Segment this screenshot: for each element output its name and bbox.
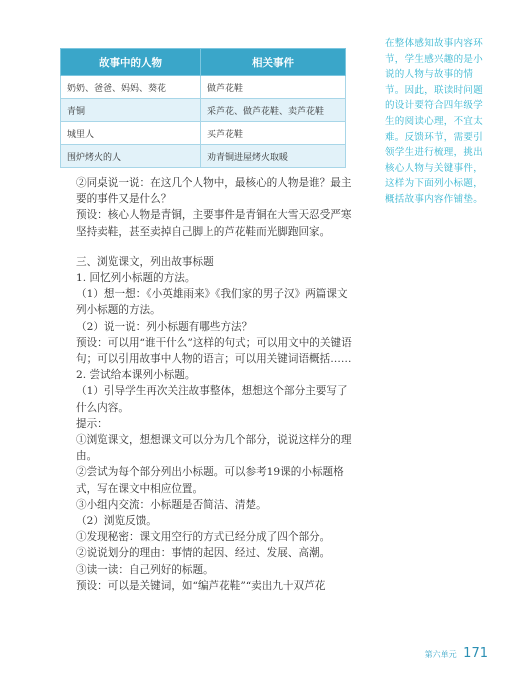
- character-cell: 奶奶、爸爸、妈妈、葵花: [61, 76, 201, 99]
- feedback-item: ③读一读：自己列好的标题。: [76, 563, 214, 576]
- table-header-row: [61, 49, 346, 76]
- event-cell: 做芦花鞋: [201, 76, 346, 99]
- table-row: [61, 76, 346, 99]
- step-item: （2）浏览反馈。: [76, 515, 157, 528]
- preset-answer: 预设：可以用“谁干什么”这样的句式；可以用文中的关键语句；可以引用故事中人物的语言；可以用关键词语概括……: [76, 336, 352, 366]
- preset-answer: 预设：可以是关键词，如“编芦花鞋”“卖出九十双芦花: [76, 579, 326, 592]
- question-paragraph: ②同桌说一说：在这几个人物中，最核心的人物是谁？最主要的事件又是什么？: [76, 177, 352, 206]
- lesson-body: [60, 175, 352, 594]
- table-row: [61, 122, 346, 145]
- section-heading: 三、浏览课文，列出故事标题: [76, 255, 214, 268]
- table-row: [61, 99, 346, 122]
- header-characters: 故事中的人物: [61, 49, 201, 76]
- table-row: [61, 145, 346, 168]
- event-cell: 买芦花鞋: [201, 122, 346, 145]
- characters-events-table: [60, 48, 346, 168]
- unit-label: 第六单元: [424, 650, 457, 659]
- character-cell: 城里人: [61, 122, 201, 145]
- tip-item: ②尝试为每个部分列出小标题。可以参考19课的小标题格式，写在课文中相应位置。: [76, 466, 344, 495]
- character-cell: 青铜: [61, 99, 201, 122]
- tip-item: ③小组内交流：小标题是否简洁、清楚。: [76, 498, 267, 511]
- event-cell: 劝青铜进屋烤火取暖: [201, 145, 346, 168]
- header-events: 相关事件: [201, 49, 346, 76]
- teaching-side-note: 在整体感知故事内容环节，学生感兴趣的是小说的人物与故事的情节。因此，联读时问题的设计要符合四年级学生的阅读心理，不宜太难。反馈环节，需要引领学生进行梳理，挑出核心人物与关键事件，这样为下面列小标题，概括故事内容作铺垫。: [385, 38, 484, 205]
- character-cell: 围炉烤火的人: [61, 145, 201, 168]
- tip-item: ①浏览课文，想想课文可以分为几个部分，说说这样分的理由。: [76, 434, 352, 463]
- preset-answer: 预设：核心人物是青铜，主要事件是青铜在大雪天忍受严寒坚持卖鞋，甚至卖掉自己脚上的芦花鞋而光脚跑回家。: [76, 209, 352, 238]
- step-item: （2）说一说：列小标题有哪些方法？: [76, 320, 253, 333]
- page-number: 171: [463, 646, 488, 661]
- tip-label: 提示：: [76, 417, 108, 430]
- feedback-item: ①发现秘密：课文用空行的方式已经分成了四个部分。: [76, 531, 331, 544]
- page-footer: [425, 646, 488, 661]
- step-item: （1）想一想：《小英雄雨来》《我们家的男子汉》两篇课文列小标题的方法。: [76, 288, 348, 317]
- step-heading: 2. 尝试给本课列小标题。: [76, 369, 196, 382]
- feedback-item: ②说说划分的理由：事情的起因、经过、发展、高潮。: [76, 547, 331, 560]
- event-cell: 采芦花、做芦花鞋、卖芦花鞋: [201, 99, 346, 122]
- step-item: （1）引导学生再次关注故事整体，想想这个部分主要写了什么内容。: [76, 385, 348, 414]
- step-heading: 1. 回忆列小标题的方法。: [76, 272, 196, 285]
